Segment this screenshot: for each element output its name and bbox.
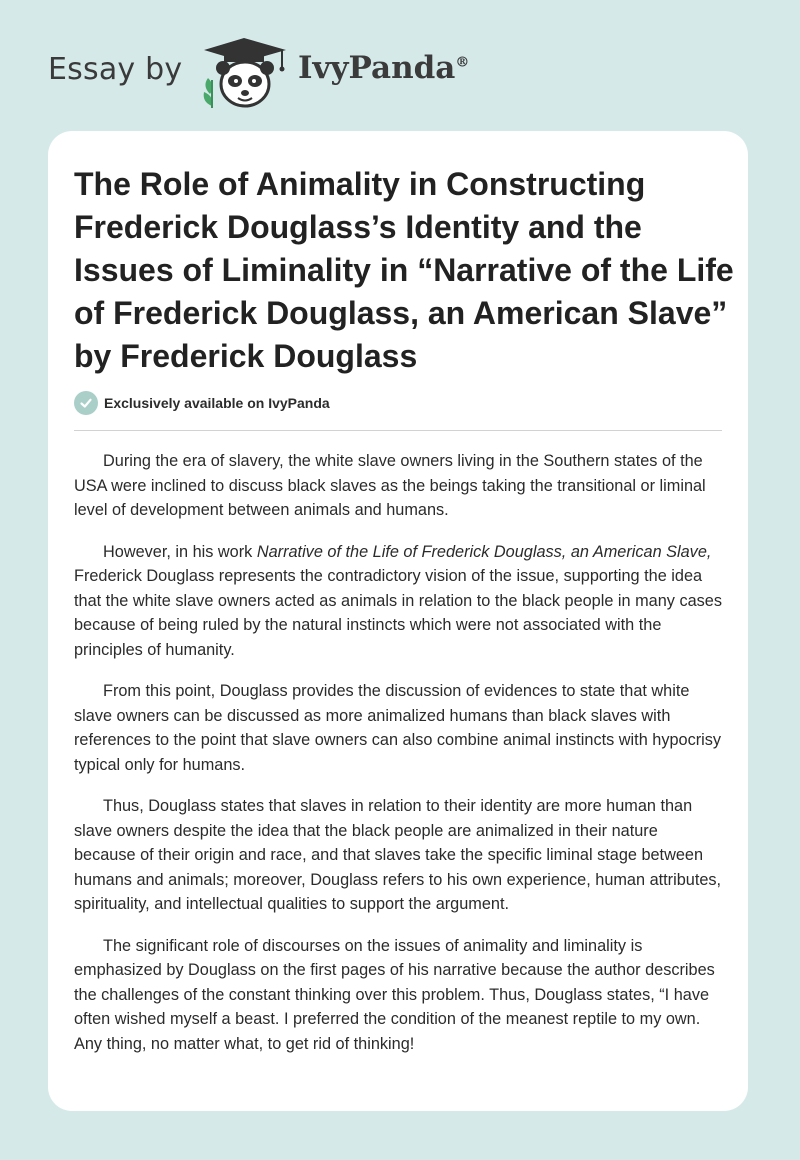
exclusive-badge: [74, 391, 330, 415]
site-header: [0, 0, 800, 130]
essay-body: [74, 449, 722, 1073]
paragraph: However, in his work Narrative of the Life of Frederick Douglass, an American Slave, Frederick Douglass represents the contradictory vision of the issue, supporting the idea that the white slave owners acted as animals in relation to the black people in many cases because of being ruled by the natural instincts which were not associated with the principles of humanity.: [74, 542, 722, 659]
paragraph: Thus, Douglass states that slaves in relation to their identity are more human than slave owners despite the idea that the black people are animalized in their nature because of their origin and race, and that slaves take the specific liminal stage between humans and animals; moreover, Douglass refers to his own experience, human attributes, spirituality, and intellectual qualities to support the argument.: [74, 797, 722, 913]
work-title: Narrative of the Life of Frederick Douglass, an American Slave,: [256, 542, 712, 561]
badge-label: Exclusively available on IvyPanda: [104, 395, 330, 411]
divider: [74, 430, 722, 431]
paragraph: From this point, Douglass provides the discussion of evidences to state that white slave owners can be discussed as more animalized humans than black slaves with references to the point that slave owners can also combine animal instincts with hypocrisy typical only for humans.: [74, 682, 722, 774]
check-circle-icon: [74, 391, 98, 415]
brand-name[interactable]: IvyPanda®: [298, 50, 470, 86]
essay-title: The Role of Animality in Constructing Frederick Douglass’s Identity and the Issues of Liminality in “Narrative of the Life of Frederick Douglass, an American Slave” by Frederick Douglass: [74, 166, 734, 374]
paragraph: The significant role of discourses on the issues of animality and liminality is emphasized by Douglass on the first pages of his narrative because the author describes the challenges of the constant thinking over this problem. Thus, Douglass states, “I have often wished myself a beast. I preferred the condition of the meanest reptile to my own. Any thing, no matter what, to get rid of thinking!: [74, 936, 715, 1053]
essay-by-label: Essay by: [48, 52, 183, 87]
panda-graduate-icon[interactable]: [200, 36, 290, 112]
paragraph: During the era of slavery, the white slave owners living in the Southern states of the USA were inclined to discuss black slaves as the beings taking the transitional or liminal level of development between animals and humans.: [74, 452, 706, 519]
essay-card: [48, 131, 748, 1111]
